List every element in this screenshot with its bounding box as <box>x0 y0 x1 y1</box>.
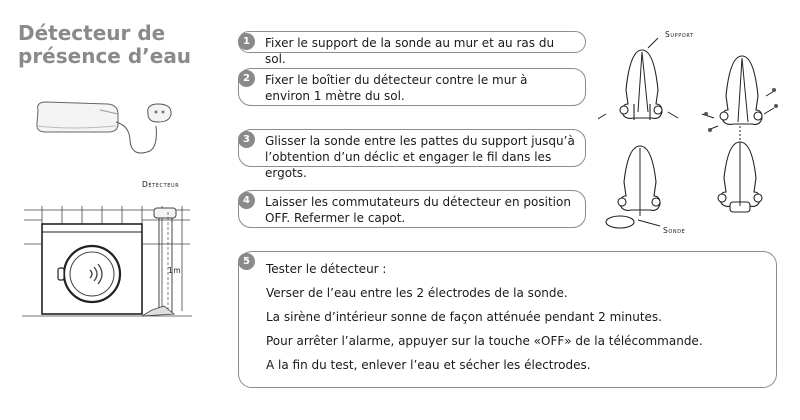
step-4-box <box>238 190 586 228</box>
label-height-1m: 1m <box>168 266 182 275</box>
step-1-number: 1 <box>238 33 255 50</box>
step-2-text: Fixer le boîtier du détecteur contre le mur à environ 1 mètre du sol. <box>265 73 528 103</box>
support-mounting-illustration <box>598 30 798 240</box>
step-5-line-1: Verser de l’eau entre les 2 électrodes de la sonde. <box>266 286 568 300</box>
step-5-number: 5 <box>238 253 255 270</box>
page-title-line-1: Détecteur de <box>18 21 166 45</box>
label-sonde: Sonde <box>663 226 686 235</box>
step-2-box <box>238 68 586 106</box>
step-5-line-2: La sirène d’intérieur sonne de façon atténuée pendant 2 minutes. <box>266 310 662 324</box>
page-title-line-2: présence d’eau <box>18 44 192 68</box>
label-support: Support <box>665 30 694 39</box>
step-4-text: Laisser les commutateurs du détecteur en position OFF. Refermer le capot. <box>265 195 571 225</box>
step-5-line-3: Pour arrêter l’alarme, appuyer sur la touche «OFF» de la télécommande. <box>266 334 703 348</box>
step-2-number: 2 <box>238 70 255 87</box>
step-5-title: Tester le détecteur : <box>266 262 387 276</box>
step-1-box <box>238 31 586 66</box>
step-4-number: 4 <box>238 192 255 209</box>
step-3-box <box>238 129 586 180</box>
step-5-box <box>238 251 777 388</box>
step-5-line-4: A la fin du test, enlever l’eau et sécher les électrodes. <box>266 358 591 372</box>
installation-scene-illustration <box>22 186 192 326</box>
label-detecteur: Détecteur <box>142 180 180 189</box>
page-title <box>18 22 218 68</box>
step-3-text: Glisser la sonde entre les pattes du support jusqu’à l’obtention d’un déclic et engager le fil dans les ergots. <box>265 134 575 180</box>
step-1-text: Fixer le support de la sonde au mur et au ras du sol. <box>265 36 555 66</box>
detector-product-illustration <box>30 96 200 176</box>
step-3-number: 3 <box>238 131 255 148</box>
